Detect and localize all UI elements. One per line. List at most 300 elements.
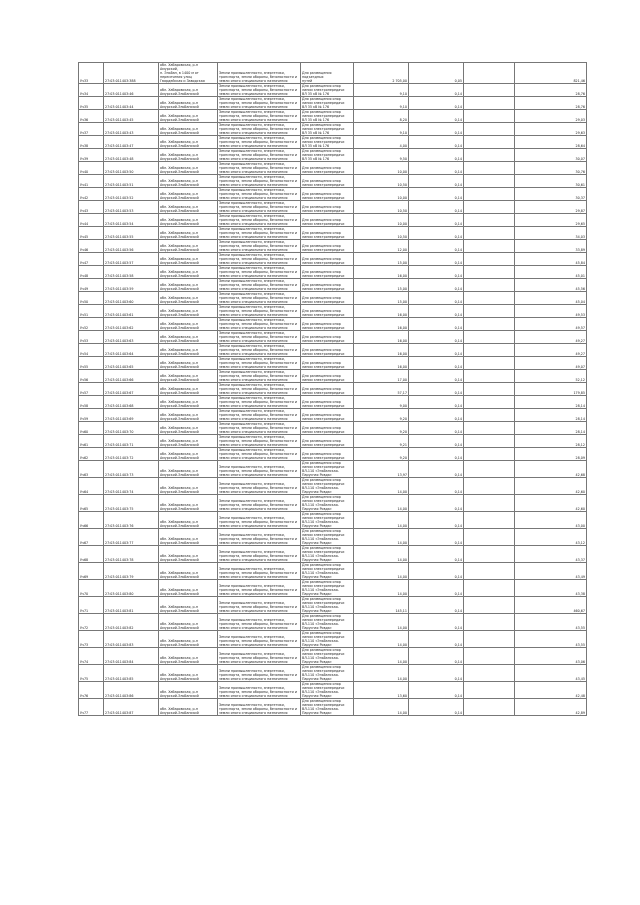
rate-cell: 0,14 [409, 175, 464, 188]
rate-cell: 0,14 [409, 495, 464, 512]
permitted-use-cell: Для размещения опор линии электропередачи [301, 292, 354, 305]
coefficient-cell [464, 597, 515, 614]
table-row [79, 370, 587, 383]
plot-number-cell: Уч55 [79, 357, 104, 370]
table-row [79, 214, 587, 227]
table-row [79, 305, 587, 318]
address-cell: обл. Хабаровская, р-н Амурский-Эльбанский [159, 461, 218, 478]
rent-amount-cell: 30,37 [515, 188, 587, 201]
coefficient-cell [464, 461, 515, 478]
permitted-use-cell: Для размещения опор линии электропередачи [301, 409, 354, 422]
coefficient-cell [464, 648, 515, 665]
permitted-use-cell: Для размещения опор линии электропередачи ВЛ 35 кВ № 176 [301, 123, 354, 136]
permitted-use-cell: Для размещения опор линии электропередачи [301, 214, 354, 227]
address-cell: обл. Хабаровская, р-н Амурский-Эльбанский [159, 149, 218, 162]
coefficient-cell [464, 162, 515, 175]
table-row [79, 682, 587, 699]
address-cell: обл. Хабаровская, р-н Амурский-Эльбанский [159, 563, 218, 580]
permitted-use-cell: Для размещения опор линии электропередачи [301, 305, 354, 318]
land-category-cell: Земли промышленности, энергетики, транспорта, земли обороны, безопасности и земли иного специального назначения [218, 149, 301, 162]
coefficient-cell [464, 529, 515, 546]
rent-amount-cell: 52,12 [515, 370, 587, 383]
area-cell: 10,50 [354, 227, 409, 240]
permitted-use-cell: Для размещения опор линии электропередачи [301, 279, 354, 292]
area-cell: 16,00 [354, 357, 409, 370]
land-category-cell: Земли промышленности, энергетики, транспорта, земли обороны, безопасности и земли иного специального назначения [218, 331, 301, 344]
cadastral-number-cell: 27:03:011403:72 [104, 448, 159, 461]
rent-amount-cell: 43,38 [515, 580, 587, 597]
land-category-cell: Земли промышленности, энергетики, транспорта, земли обороны, безопасности и земли иного специального назначения [218, 357, 301, 370]
cadastral-number-cell: 27:03:011403:51 [104, 175, 159, 188]
cadastral-number-cell: 27:03:011403:75 [104, 495, 159, 512]
area-cell: 14,00 [354, 563, 409, 580]
plot-number-cell: Уч63 [79, 461, 104, 478]
rate-cell: 0,14 [409, 665, 464, 682]
rent-amount-cell: 43,49 [515, 563, 587, 580]
address-cell: обл. Хабаровская, р-н Амурский-Эльбанский [159, 396, 218, 409]
cadastral-number-cell: 27:03:011403:53 [104, 201, 159, 214]
table-row [79, 563, 587, 580]
land-category-cell: Земли промышленности, энергетики, транспорта, земли обороны, безопасности и земли иного специального назначения [218, 240, 301, 253]
permitted-use-cell: Для размещения подъездных путей [301, 63, 354, 84]
address-cell: обл. Хабаровская, р-н Амурский-Эльбанский [159, 123, 218, 136]
coefficient-cell [464, 84, 515, 97]
coefficient-cell [464, 370, 515, 383]
table-row [79, 84, 587, 97]
plot-number-cell: Уч74 [79, 648, 104, 665]
plot-number-cell: Уч50 [79, 292, 104, 305]
land-category-cell: Земли промышленности, энергетики, транспорта, земли обороны, безопасности и земли иного специального назначения [218, 448, 301, 461]
rate-cell: 0,14 [409, 409, 464, 422]
rent-amount-cell: 43,55 [515, 614, 587, 631]
table-row [79, 448, 587, 461]
cadastral-number-cell: 27:03:011403:84 [104, 648, 159, 665]
area-cell: 57,17 [354, 383, 409, 396]
table-row [79, 461, 587, 478]
cadastral-number-cell: 27:03:011403:47 [104, 136, 159, 149]
rate-cell: 0,05 [409, 63, 464, 84]
table-row [79, 162, 587, 175]
rate-cell: 0,14 [409, 331, 464, 344]
plot-number-cell: Уч47 [79, 253, 104, 266]
cadastral-number-cell: 27:03:011403:70 [104, 422, 159, 435]
rent-amount-cell: 49,57 [515, 318, 587, 331]
table-row [79, 495, 587, 512]
rent-amount-cell: 45,04 [515, 292, 587, 305]
address-cell: обл. Хабаровская, р-н Амурский, п. Эльбан, в 1400 м от пересечения улиц Гвардейская и Заводская [159, 63, 218, 84]
coefficient-cell [464, 614, 515, 631]
rate-cell: 0,14 [409, 529, 464, 546]
address-cell: обл. Хабаровская, р-н Амурский-Эльбанский [159, 529, 218, 546]
coefficient-cell [464, 383, 515, 396]
address-cell: обл. Хабаровская, р-н Амурский-Эльбанский [159, 422, 218, 435]
cadastral-number-cell: 27:03:011403:65 [104, 357, 159, 370]
rate-cell: 0,14 [409, 84, 464, 97]
cadastral-number-cell: 27:03:011403:85 [104, 665, 159, 682]
rate-cell: 0,14 [409, 188, 464, 201]
address-cell: обл. Хабаровская, р-н Амурский-Эльбанский [159, 448, 218, 461]
land-category-cell: Земли промышленности, энергетики, транспорта, земли обороны, безопасности и земли иного специального назначения [218, 563, 301, 580]
rate-cell: 0,14 [409, 279, 464, 292]
permitted-use-cell: Для размещения опор линии электропередачи [301, 201, 354, 214]
area-cell: 9,20 [354, 409, 409, 422]
rent-amount-cell: 30,07 [515, 149, 587, 162]
permitted-use-cell: Для размещения опор линии электропередачи [301, 266, 354, 279]
cadastral-number-cell: 27:03:011403:82 [104, 614, 159, 631]
area-cell: 145,11 [354, 597, 409, 614]
cadastral-number-cell: 27:03:011403:44 [104, 97, 159, 110]
rate-cell: 0,14 [409, 253, 464, 266]
address-cell: обл. Хабаровская, р-н Амурский-Эльбанский [159, 253, 218, 266]
plot-number-cell: Уч71 [79, 597, 104, 614]
table-row [79, 188, 587, 201]
address-cell: обл. Хабаровская, р-н Амурский-Эльбанский [159, 512, 218, 529]
table-row [79, 123, 587, 136]
rent-amount-cell: 42,60 [515, 478, 587, 495]
table-row [79, 631, 587, 648]
coefficient-cell [464, 344, 515, 357]
permitted-use-cell: Для размещения опор линии электропередачи [301, 344, 354, 357]
cadastral-number-cell: 27:03:011403:60 [104, 292, 159, 305]
coefficient-cell [464, 512, 515, 529]
rate-cell: 0,14 [409, 580, 464, 597]
rate-cell: 0,14 [409, 162, 464, 175]
area-cell: 2 705,00 [354, 63, 409, 84]
plot-number-cell: Уч62 [79, 448, 104, 461]
permitted-use-cell: Для размещения опор линии электропередачи ВЛ-110 «Эльбанская- Парусная Ровда» [301, 699, 354, 716]
plot-number-cell: Уч42 [79, 188, 104, 201]
permitted-use-cell: Для размещения опор линии электропередачи [301, 357, 354, 370]
area-cell: 16,00 [354, 344, 409, 357]
area-cell: 16,00 [354, 331, 409, 344]
rent-amount-cell: 28,12 [515, 435, 587, 448]
area-cell: 14,00 [354, 614, 409, 631]
table-row [79, 529, 587, 546]
rate-cell: 0,14 [409, 110, 464, 123]
table-row [79, 478, 587, 495]
land-category-cell: Земли промышленности, энергетики, транспорта, земли обороны, безопасности и земли иного специального назначения [218, 435, 301, 448]
area-cell: 9,10 [354, 84, 409, 97]
plot-number-cell: Уч72 [79, 614, 104, 631]
rent-amount-cell: 33,89 [515, 240, 587, 253]
plot-number-cell: Уч46 [79, 240, 104, 253]
address-cell: обл. Хабаровская, р-н Амурский-Эльбанский [159, 201, 218, 214]
address-cell: обл. Хабаровская, р-н Амурский-Эльбанский [159, 495, 218, 512]
coefficient-cell [464, 631, 515, 648]
rent-amount-cell: 34,03 [515, 227, 587, 240]
rent-amount-cell: 179,85 [515, 383, 587, 396]
address-cell: обл. Хабаровская, р-н Амурский-Эльбанский [159, 279, 218, 292]
address-cell: обл. Хабаровская, р-н Амурский-Эльбанский [159, 699, 218, 716]
rate-cell: 0,14 [409, 292, 464, 305]
address-cell: обл. Хабаровская, р-н Амурский-Эльбанский [159, 597, 218, 614]
address-cell: обл. Хабаровская, р-н Амурский-Эльбанский [159, 383, 218, 396]
rate-cell: 0,14 [409, 318, 464, 331]
coefficient-cell [464, 665, 515, 682]
permitted-use-cell: Для размещения опор линии электропередачи [301, 370, 354, 383]
plot-number-cell: Уч66 [79, 512, 104, 529]
land-category-cell: Земли промышленности, энергетики, транспорта, земли обороны, безопасности и земли иного специального назначения [218, 305, 301, 318]
permitted-use-cell: Для размещения опор линии электропередачи [301, 162, 354, 175]
table-row [79, 253, 587, 266]
plot-number-cell: Уч59 [79, 409, 104, 422]
address-cell: обл. Хабаровская, р-н Амурский-Эльбанский [159, 409, 218, 422]
plot-number-cell: Уч35 [79, 97, 104, 110]
rent-amount-cell: 49,53 [515, 305, 587, 318]
rate-cell: 0,14 [409, 383, 464, 396]
table-row [79, 357, 587, 370]
permitted-use-cell: Для размещения опор линии электропередачи ВЛ-110 «Эльбанская- Парусная Ровда» [301, 614, 354, 631]
cadastral-number-cell: 27:03:011403:57 [104, 253, 159, 266]
rent-amount-cell: 43,45 [515, 665, 587, 682]
table-row [79, 344, 587, 357]
coefficient-cell [464, 123, 515, 136]
land-category-cell: Земли промышленности, энергетики, транспорта, земли обороны, безопасности и земли иного специального назначения [218, 370, 301, 383]
area-cell: 17,00 [354, 370, 409, 383]
rent-amount-cell: 42,89 [515, 699, 587, 716]
land-category-cell: Земли промышленности, энергетики, транспорта, земли обороны, безопасности и земли иного специального назначения [218, 84, 301, 97]
permitted-use-cell: Для размещения опор линии электропередачи ВЛ-110 «Эльбанская- Парусная Ровда» [301, 478, 354, 495]
land-category-cell: Земли промышленности, энергетики, транспорта, земли обороны, безопасности и земли иного специального назначения [218, 383, 301, 396]
rate-cell: 0,14 [409, 512, 464, 529]
rate-cell: 0,14 [409, 396, 464, 409]
address-cell: обл. Хабаровская, р-н Амурский-Эльбанский [159, 478, 218, 495]
plot-number-cell: Уч40 [79, 162, 104, 175]
area-cell: 10,00 [354, 162, 409, 175]
plot-number-cell: Уч75 [79, 665, 104, 682]
land-category-cell: Земли промышленности, энергетики, транспорта, земли обороны, безопасности и земли иного специального назначения [218, 214, 301, 227]
cadastral-number-cell: 27:03:011403:66 [104, 370, 159, 383]
rate-cell: 0,14 [409, 123, 464, 136]
plot-number-cell: Уч69 [79, 563, 104, 580]
land-category-cell: Земли промышленности, энергетики, транспорта, земли обороны, безопасности и земли иного специального назначения [218, 110, 301, 123]
coefficient-cell [464, 305, 515, 318]
land-category-cell: Земли промышленности, энергетики, транспорта, земли обороны, безопасности и земли иного специального назначения [218, 682, 301, 699]
coefficient-cell [464, 188, 515, 201]
land-category-cell: Земли промышленности, энергетики, транспорта, земли обороны, безопасности и земли иного специального назначения [218, 318, 301, 331]
coefficient-cell [464, 136, 515, 149]
table-row [79, 266, 587, 279]
plot-number-cell: Уч73 [79, 631, 104, 648]
land-category-cell: Земли промышленности, энергетики, транспорта, земли обороны, безопасности и земли иного специального назначения [218, 344, 301, 357]
address-cell: обл. Хабаровская, р-н Амурский-Эльбанский [159, 665, 218, 682]
address-cell: обл. Хабаровская, р-н Амурский-Эльбанский [159, 631, 218, 648]
rent-amount-cell: 45,01 [515, 266, 587, 279]
rate-cell: 0,14 [409, 305, 464, 318]
coefficient-cell [464, 546, 515, 563]
plot-number-cell: Уч53 [79, 331, 104, 344]
coefficient-cell [464, 214, 515, 227]
area-cell: 14,00 [354, 648, 409, 665]
plot-number-cell: Уч36 [79, 110, 104, 123]
rate-cell: 0,14 [409, 614, 464, 631]
coefficient-cell [464, 175, 515, 188]
plot-number-cell: Уч48 [79, 266, 104, 279]
table-row [79, 97, 587, 110]
table-row [79, 292, 587, 305]
coefficient-cell [464, 266, 515, 279]
rent-amount-cell: 28,64 [515, 136, 587, 149]
plot-number-cell: Уч34 [79, 84, 104, 97]
coefficient-cell [464, 682, 515, 699]
plot-number-cell: Уч49 [79, 279, 104, 292]
cadastral-number-cell: 27:03:011403:87 [104, 699, 159, 716]
cadastral-number-cell: 27:03:011403:59 [104, 279, 159, 292]
land-category-cell: Земли промышленности, энергетики, транспорта, земли обороны, безопасности и земли иного специального назначения [218, 512, 301, 529]
permitted-use-cell: Для размещения опор линии электропередачи [301, 396, 354, 409]
cadastral-number-cell: 27:03:011403:81 [104, 597, 159, 614]
rent-amount-cell: 42,60 [515, 495, 587, 512]
plot-number-cell: Уч58 [79, 396, 104, 409]
plot-number-cell: Уч61 [79, 435, 104, 448]
rate-cell: 0,14 [409, 344, 464, 357]
rate-cell: 0,14 [409, 648, 464, 665]
rent-amount-cell: 30,76 [515, 162, 587, 175]
plot-number-cell: Уч68 [79, 546, 104, 563]
rate-cell: 0,14 [409, 240, 464, 253]
rent-amount-cell: 28,14 [515, 396, 587, 409]
table-row [79, 396, 587, 409]
cadastral-number-cell: 27:03:011403:80 [104, 580, 159, 597]
land-category-cell: Земли промышленности, энергетики, транспорта, земли обороны, безопасности и земли иного специального назначения [218, 461, 301, 478]
area-cell: 9,20 [354, 448, 409, 461]
rent-amount-cell: 45,56 [515, 279, 587, 292]
permitted-use-cell: Для размещения опор линии электропередачи [301, 188, 354, 201]
rent-amount-cell: 30,61 [515, 175, 587, 188]
area-cell: 14,00 [354, 699, 409, 716]
permitted-use-cell: Для размещения опор линии электропередачи [301, 422, 354, 435]
table-row [79, 110, 587, 123]
coefficient-cell [464, 478, 515, 495]
rate-cell: 0,14 [409, 422, 464, 435]
rent-amount-cell: 42,68 [515, 461, 587, 478]
plot-number-cell: Уч67 [79, 529, 104, 546]
area-cell: 14,00 [354, 631, 409, 648]
table-row [79, 614, 587, 631]
permitted-use-cell: Для размещения опор линии электропередачи ВЛ-110 «Эльбанская- Парусная Ровда» [301, 529, 354, 546]
rent-amount-cell: 28,14 [515, 422, 587, 435]
cadastral-number-cell: 27:03:011403:63 [104, 331, 159, 344]
area-cell: 14,00 [354, 665, 409, 682]
rent-amount-cell: 28,76 [515, 97, 587, 110]
land-category-cell: Земли промышленности, энергетики, транспорта, земли обороны, безопасности и земли иного специального назначения [218, 227, 301, 240]
area-cell: 9,10 [354, 123, 409, 136]
coefficient-cell [464, 97, 515, 110]
permitted-use-cell: Для размещения опор линии электропередачи [301, 435, 354, 448]
rent-amount-cell: 43,00 [515, 512, 587, 529]
table-body [79, 63, 587, 716]
area-cell: 14,00 [354, 495, 409, 512]
cadastral-number-cell: 27:03:011403:45 [104, 110, 159, 123]
plot-number-cell: Уч52 [79, 318, 104, 331]
permitted-use-cell: Для размещения опор линии электропередачи [301, 253, 354, 266]
plot-number-cell: Уч65 [79, 495, 104, 512]
cadastral-number-cell: 27:03:011403:86 [104, 682, 159, 699]
plot-number-cell: Уч70 [79, 580, 104, 597]
land-category-cell: Земли промышленности, энергетики, транспорта, земли обороны, безопасности и земли иного специального назначения [218, 648, 301, 665]
rent-amount-cell: 821,46 [515, 63, 587, 84]
rate-cell: 0,14 [409, 461, 464, 478]
table-row [79, 227, 587, 240]
plot-number-cell: Уч44 [79, 214, 104, 227]
cadastral-number-cell: 27:03:011403:71 [104, 435, 159, 448]
land-category-cell: Земли промышленности, энергетики, транспорта, земли обороны, безопасности и земли иного специального назначения [218, 175, 301, 188]
table-row [79, 318, 587, 331]
plot-number-cell: Уч64 [79, 478, 104, 495]
land-category-cell: Земли промышленности, энергетики, транспорта, земли обороны, безопасности и земли иного специального назначения [218, 253, 301, 266]
land-category-cell: Земли промышленности, энергетики, транспорта, земли обороны, безопасности и земли иного специального назначения [218, 665, 301, 682]
rate-cell: 0,14 [409, 97, 464, 110]
rate-cell: 0,14 [409, 227, 464, 240]
coefficient-cell [464, 279, 515, 292]
address-cell: обл. Хабаровская, р-н Амурский-Эльбанский [159, 344, 218, 357]
table-row [79, 175, 587, 188]
table-row [79, 409, 587, 422]
plot-number-cell: Уч54 [79, 344, 104, 357]
permitted-use-cell: Для размещения опор линии электропередачи [301, 240, 354, 253]
address-cell: обл. Хабаровская, р-н Амурский-Эльбанский [159, 614, 218, 631]
permitted-use-cell: Для размещения опор линии электропередачи ВЛ 35 кВ № 176 [301, 136, 354, 149]
table-row [79, 149, 587, 162]
land-category-cell: Земли промышленности, энергетики, транспорта, земли обороны, безопасности и земли иного специального назначения [218, 699, 301, 716]
cadastral-number-cell: 27:03:011403:52 [104, 188, 159, 201]
address-cell: обл. Хабаровская, р-н Амурский-Эльбанский [159, 318, 218, 331]
coefficient-cell [464, 110, 515, 123]
rent-amount-cell: 28,14 [515, 409, 587, 422]
table-row [79, 201, 587, 214]
address-cell: обл. Хабаровская, р-н Амурский-Эльбанский [159, 292, 218, 305]
coefficient-cell [464, 240, 515, 253]
table-row [79, 665, 587, 682]
rate-cell: 0,14 [409, 682, 464, 699]
rent-amount-cell: 45,84 [515, 253, 587, 266]
plot-number-cell: Уч37 [79, 123, 104, 136]
cadastral-number-cell: 27:03:011403:64 [104, 344, 159, 357]
rate-cell: 0,14 [409, 266, 464, 279]
plot-number-cell: Уч51 [79, 305, 104, 318]
address-cell: обл. Хабаровская, р-н Амурский-Эльбанский [159, 136, 218, 149]
coefficient-cell [464, 357, 515, 370]
area-cell: 10,50 [354, 175, 409, 188]
rent-amount-cell: 460,67 [515, 597, 587, 614]
area-cell: 4,00 [354, 136, 409, 149]
address-cell: обл. Хабаровская, р-н Амурский-Эльбанский [159, 110, 218, 123]
rate-cell: 0,14 [409, 597, 464, 614]
coefficient-cell [464, 227, 515, 240]
land-category-cell: Земли промышленности, энергетики, транспорта, земли обороны, безопасности и земли иного специального назначения [218, 201, 301, 214]
coefficient-cell [464, 422, 515, 435]
permitted-use-cell: Для размещения опор линии электропередачи [301, 331, 354, 344]
coefficient-cell [464, 563, 515, 580]
area-cell: 15,00 [354, 279, 409, 292]
permitted-use-cell: Для размещения опор линии электропередачи [301, 175, 354, 188]
permitted-use-cell: Для размещения опор линии электропередачи ВЛ-110 «Эльбанская- Парусная Ровда» [301, 546, 354, 563]
address-cell: обл. Хабаровская, р-н Амурский-Эльбанский [159, 357, 218, 370]
permitted-use-cell: Для размещения опор линии электропередачи [301, 448, 354, 461]
table-row [79, 580, 587, 597]
plot-number-cell: Уч33 [79, 63, 104, 84]
plot-number-cell: Уч57 [79, 383, 104, 396]
table-row [79, 699, 587, 716]
rent-amount-cell: 29,03 [515, 110, 587, 123]
plot-number-cell: Уч56 [79, 370, 104, 383]
permitted-use-cell: Для размещения опор линии электропередачи ВЛ 35 кВ № 176 [301, 110, 354, 123]
area-cell: 10,50 [354, 201, 409, 214]
table-row [79, 136, 587, 149]
cadastral-number-cell: 27:03:011403:61 [104, 305, 159, 318]
coefficient-cell [464, 409, 515, 422]
area-cell: 9,10 [354, 97, 409, 110]
